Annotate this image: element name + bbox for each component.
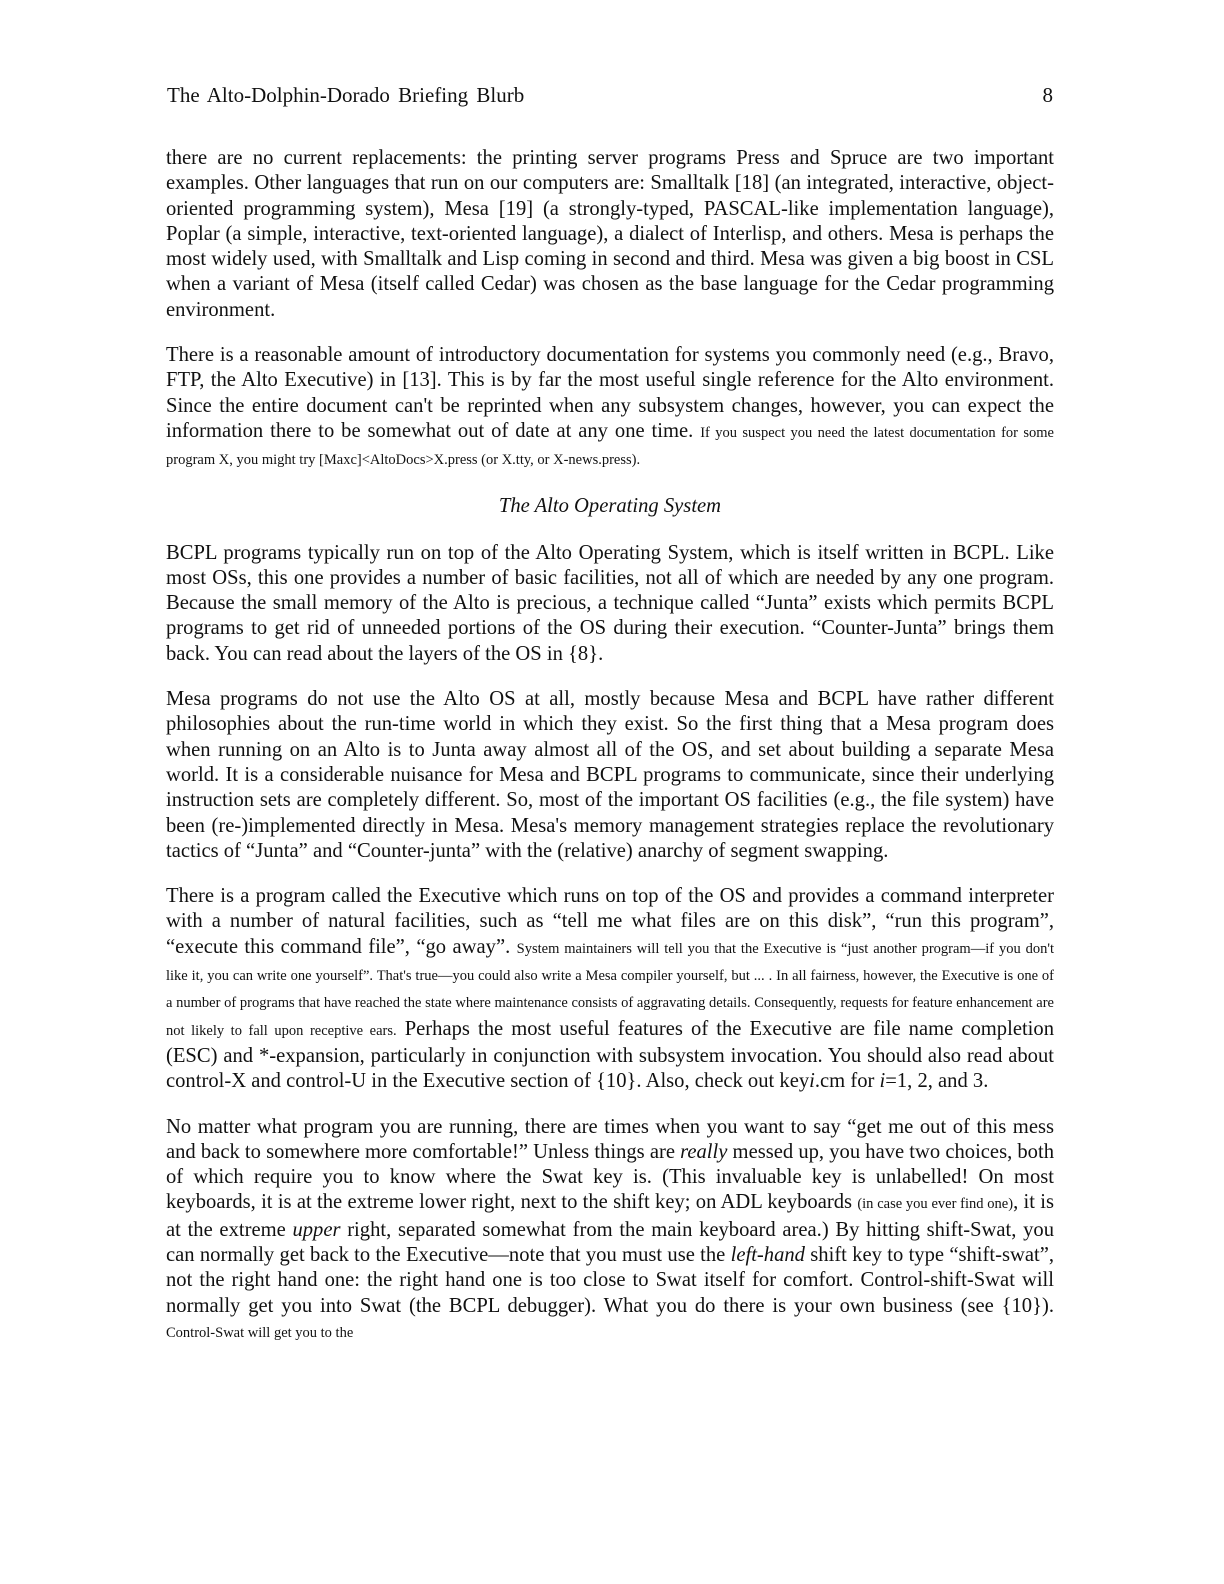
paragraph-languages-text: there are no current replacements: the printing server programs Press and Spruce are two important examples. Other languages that run on our computers are: Smalltalk [18] (an integrated, interactive, object-oriented programming system), Mesa [19] (a strongly-typed, PASCAL-like implementation language), Poplar (a simple, interactive, text-oriented language), a dialect of Interlisp, and others. Mesa is perhaps the most widely used, with Smalltalk and Lisp coming in second and third. Mesa was given a big boost in CSL when a variant of Mesa (itself called Cedar) was chosen as the base language for the Cedar programming environment. [166, 147, 1054, 321]
swat-text-d: right, separated somewhat from the main keyboard area.) By hitting shift-Swat, you can normally get back to the Executive—note that you must use the [166, 1218, 1054, 1266]
executive-italic-i2: i [879, 1070, 886, 1093]
swat-text-a: No matter what program you are running, there are times when you want to say “get me out of this mess and back to somewhere more comfortable!” Unless things are [166, 1115, 1054, 1163]
paragraph-mesa [166, 687, 1054, 864]
swat-text-b: messed up, you have two choices, both of which require you to know where the Swat key is. (This invaluable key is unlabelled! On most keyboards, it is at the extreme lower right, next to the shift key; on ADL keyboards [166, 1140, 1055, 1214]
page-header [167, 80, 1053, 110]
executive-text-a: There is a program called the Executive which runs on top of the OS and provides a command interpreter with a number of natural facilities, such as “tell me what files are on this disk”, “run this program”, “execute this command file”, “go away”. [166, 885, 1054, 958]
document-body [166, 146, 1054, 1366]
executive-text-d: =1, 2, and 3. [885, 1070, 989, 1093]
paragraph-alto-os [166, 541, 1054, 667]
swat-italic-upper: upper [292, 1218, 341, 1241]
executive-small-aside: System maintainers will tell you that the Executive is “just another program—if you don't like it, you can write one yourself”. That's true—you could also write a Mesa compiler yourself, but ... . In all fairness, however, the Executive is one of a number of programs that have reached the state where maintenance consists of aggravating details. Consequently, requests for feature enhancement are not likely to fall upon receptive ears. [166, 940, 1054, 1039]
swat-small-end: Control-Swat will get you to the [166, 1324, 354, 1341]
paragraph-documentation [166, 343, 1054, 473]
executive-text-c: .cm for [814, 1070, 880, 1093]
swat-italic-really: really [680, 1140, 728, 1163]
executive-italic-i: i [809, 1070, 815, 1093]
paragraph-swat [166, 1115, 1054, 1347]
section-heading: The Alto Operating System [498, 494, 722, 517]
documentation-small-note: If you suspect you need the latest documentation for some program X, you might try [Maxc]<AltoDocs>X.press (or X.tty, or X-news.press). [166, 424, 1054, 469]
executive-text-b: Perhaps the most useful features of the Executive are file name completion (ESC) and *-expansion, particularly in conjunction with subsystem invocation. You should also read about control-X and control-U in the Executive section of {10}. Also, check out key [166, 1017, 1054, 1093]
paragraph-mesa-text: Mesa programs do not use the Alto OS at all, mostly because Mesa and BCPL have rather different philosophies about the run-time world in which they exist. So the first thing that a Mesa program does when running on an Alto is to Junta away almost all of the OS, and set about building a separate Mesa world. It is a considerable nuisance for Mesa and BCPL programs to communicate, since their underlying instruction sets are completely different. So, most of the important OS facilities (e.g., the file system) have been (re-)implemented directly in Mesa. Mesa's memory management strategies replace the revolutionary tactics of “Junta” and “Counter-junta” with the (relative) anarchy of segment swapping. [166, 688, 1054, 862]
paragraph-documentation-text: There is a reasonable amount of introductory documentation for systems you commonly need (e.g., Bravo, FTP, the Alto Executive) in [13]. This is by far the most useful single reference for the Alto environment. Since the entire document can't be reprinted when any subsystem changes, however, you can expect the information there to be somewhat out of date at any one time. [166, 344, 1054, 442]
swat-text-c: , it is at the extreme [166, 1191, 1054, 1241]
swat-text-e: shift key to type “shift-swat”, not the right hand one: the right hand one is too close to Swat itself for comfort. Control-shift-Swat will normally get you into Swat (the BCPL debugger). What you do there is your own business (see {10}). [166, 1243, 1054, 1317]
swat-small-paren: (in case you ever find one) [857, 1196, 1014, 1213]
running-title: The Alto-Dolphin-Dorado Briefing Blurb [167, 83, 525, 107]
page-number: 8 [1042, 83, 1053, 107]
paragraph-languages [166, 146, 1054, 323]
swat-italic-left-hand: left-hand [730, 1243, 805, 1266]
paragraph-executive [166, 884, 1054, 1094]
paragraph-alto-os-text: BCPL programs typically run on top of the Alto Operating System, which is itself written in BCPL. Like most OSs, this one provides a number of basic facilities, not all of which are needed by any one program. Because the small memory of the Alto is precious, a technique called “Junta” exists which permits BCPL programs to get rid of unneeded portions of the OS during their execution. “Counter-Junta” brings them back. You can read about the layers of the OS in {8}. [166, 541, 1054, 665]
